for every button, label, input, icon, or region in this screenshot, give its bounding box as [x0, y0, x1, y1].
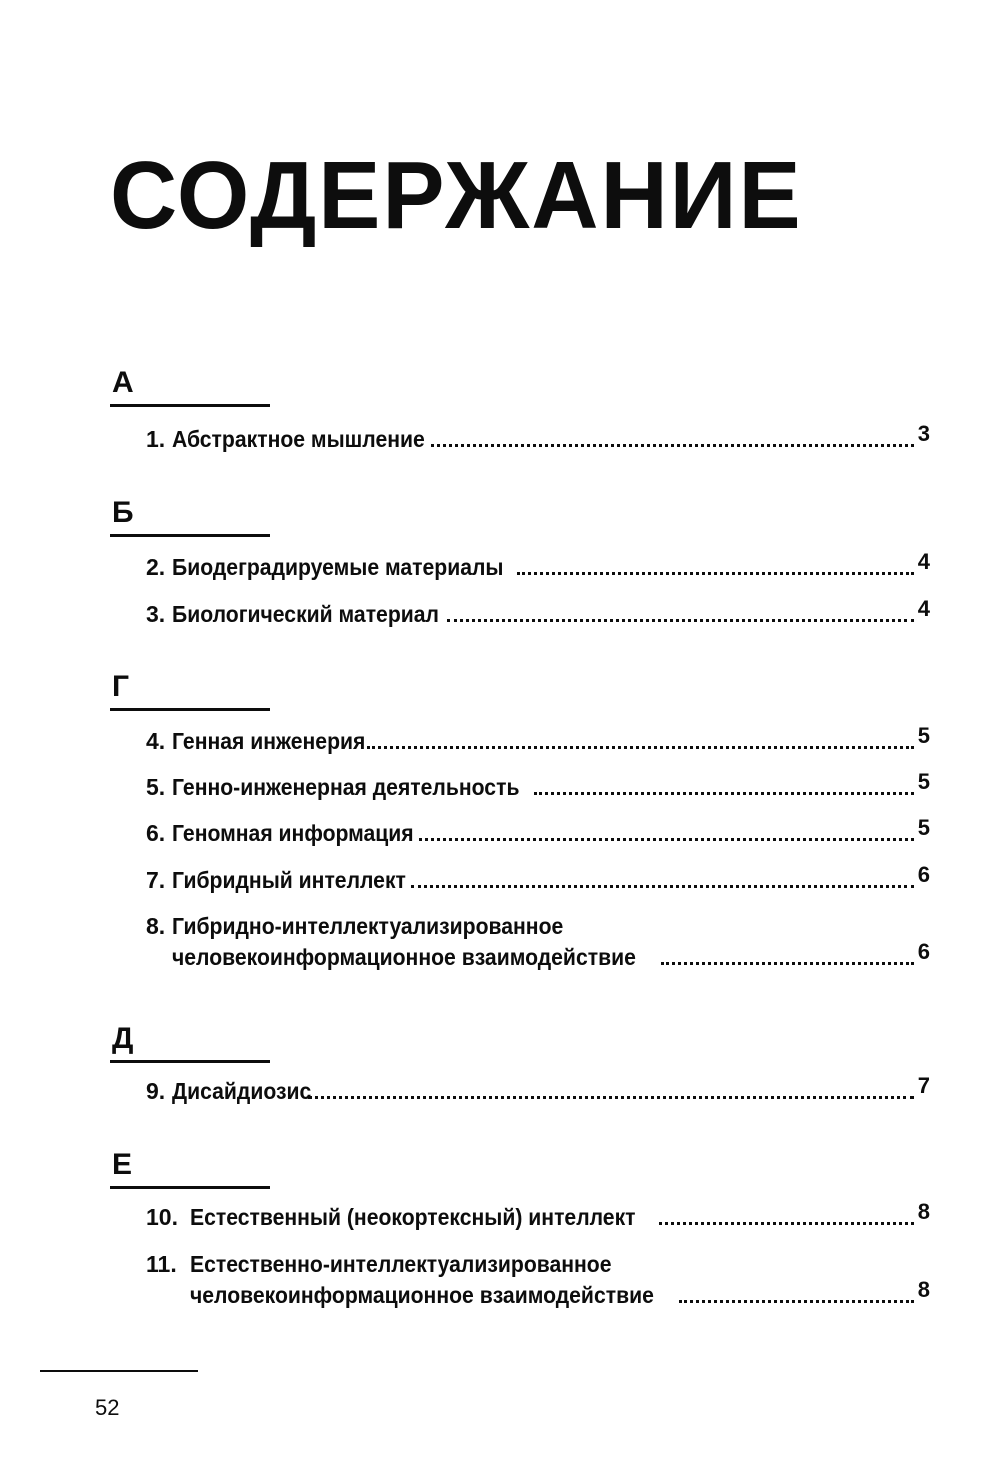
toc-entry[interactable] — [146, 1073, 930, 1104]
entry-title: Генная инженерия — [172, 728, 366, 754]
entry-number: 2. — [146, 554, 166, 580]
dot-leader — [411, 885, 914, 888]
section-letter: Б — [112, 496, 134, 529]
section-g — [110, 670, 930, 970]
entry-title-line1: Естественно-интеллектуализированное — [190, 1251, 612, 1277]
entry-page: 4 — [917, 549, 930, 574]
section-rule — [110, 708, 270, 711]
toc-entry[interactable] — [146, 1250, 930, 1307]
section-rule — [110, 1186, 270, 1189]
dot-leader — [661, 962, 914, 965]
toc-entry[interactable] — [146, 1199, 930, 1230]
section-rule — [110, 404, 270, 407]
entry-number: 6. — [146, 820, 166, 846]
toc-entry[interactable] — [146, 769, 930, 800]
section-letter: А — [112, 366, 134, 399]
entry-page: 4 — [917, 596, 930, 621]
entry-page: 5 — [917, 723, 930, 748]
entry-title: Биодеградируемые материалы — [172, 554, 504, 580]
entry-number: 1. — [146, 426, 166, 452]
dot-leader — [679, 1300, 914, 1303]
toc-entry[interactable] — [146, 723, 930, 754]
section-a — [110, 366, 930, 452]
section-rule — [110, 1060, 270, 1063]
entry-page: 3 — [917, 421, 930, 446]
toc-entry[interactable] — [146, 815, 930, 846]
dot-leader — [659, 1222, 914, 1225]
entry-page: 8 — [917, 1277, 930, 1302]
section-e — [110, 1148, 930, 1308]
entry-title-line2: человекоинформационное взаимодействие — [172, 944, 636, 970]
entry-title: Биологический материал — [172, 601, 439, 627]
dot-leader — [447, 619, 914, 622]
section-rule — [110, 534, 270, 537]
entry-number: 9. — [146, 1078, 166, 1104]
dot-leader — [419, 838, 914, 841]
dot-leader — [534, 792, 914, 795]
entry-page: 5 — [917, 769, 930, 794]
section-letter: Е — [112, 1148, 133, 1181]
section-letter: Г — [112, 670, 130, 703]
toc-entry[interactable] — [146, 912, 930, 969]
entry-title: Дисайдиозис — [172, 1078, 312, 1104]
dot-leader — [517, 572, 914, 575]
entry-number: 3. — [146, 601, 166, 627]
dot-leader — [367, 746, 914, 749]
entry-title: Генно-инженерная деятельность — [172, 774, 520, 800]
entry-page: 5 — [917, 815, 930, 840]
entry-title-line2: человекоинформационное взаимодействие — [190, 1282, 654, 1308]
entry-title: Гибридный интеллект — [172, 867, 406, 893]
section-letter: Д — [112, 1022, 134, 1055]
entry-page: 6 — [917, 862, 930, 887]
section-b — [110, 496, 930, 627]
footnote-rule — [40, 1370, 198, 1372]
dot-leader — [431, 444, 914, 447]
entry-title: Естественный (неокортексный) интеллект — [190, 1204, 636, 1230]
entry-title-line1: Гибридно-интеллектуализированное — [172, 913, 564, 939]
dot-leader — [308, 1096, 914, 1099]
entry-title: Абстрактное мышление — [172, 426, 425, 452]
entry-page: 7 — [917, 1073, 930, 1098]
entry-number: 11. — [146, 1251, 177, 1277]
entry-page: 6 — [917, 939, 930, 964]
toc-entry[interactable] — [146, 549, 930, 580]
entry-number: 5. — [146, 774, 166, 800]
entry-page: 8 — [917, 1199, 930, 1224]
entry-number: 7. — [146, 867, 166, 893]
entry-number: 4. — [146, 728, 166, 754]
section-d — [110, 1022, 930, 1104]
page-number: 52 — [95, 1395, 120, 1420]
toc-entry[interactable] — [146, 596, 930, 627]
entry-number: 8. — [146, 913, 166, 939]
entry-title: Геномная информация — [172, 820, 414, 846]
page-title: СОДЕРЖАНИЕ — [110, 142, 803, 249]
toc-entry[interactable] — [146, 421, 930, 452]
entry-number: 10. — [146, 1204, 178, 1230]
toc-entry[interactable] — [146, 862, 930, 893]
